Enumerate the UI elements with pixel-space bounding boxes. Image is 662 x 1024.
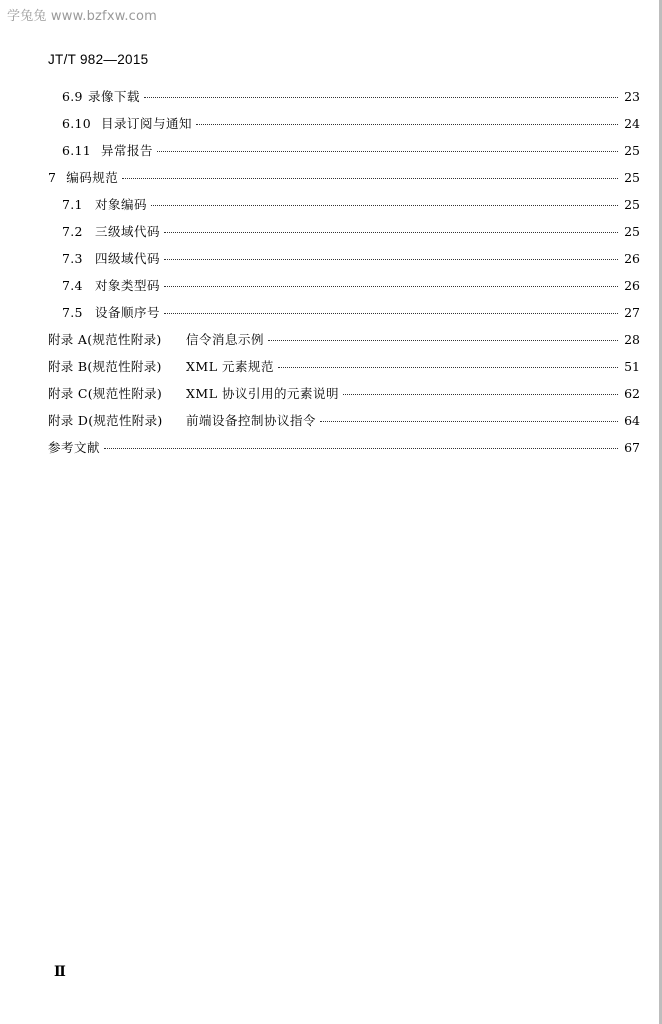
toc-entry-page: 26 [624, 251, 640, 266]
toc-entry-title: 四级域代码 [95, 251, 161, 266]
dot-leader [151, 205, 618, 206]
toc-entry-annex-c[interactable] [48, 385, 640, 412]
toc-entry-page: 25 [624, 197, 640, 212]
toc-entry-title: XML 协议引用的元素说明 [186, 386, 339, 401]
dot-leader [122, 178, 618, 179]
toc-entry-7-1[interactable] [48, 196, 640, 223]
toc-entry-number: 7.4 [62, 278, 83, 293]
toc-entry-title: 参考文献 [48, 440, 101, 455]
toc-entry-annex-a[interactable] [48, 331, 640, 358]
dot-leader [104, 448, 618, 449]
toc-entry-title: 对象编码 [95, 197, 148, 212]
toc-entry-title: 前端设备控制协议指令 [186, 413, 317, 428]
toc-entry-page: 25 [624, 170, 640, 185]
toc-entry-7-3[interactable] [48, 250, 640, 277]
annex-label: 附录 D(规范性附录) [48, 413, 163, 428]
toc-entry-page: 67 [624, 440, 640, 455]
toc-entry-7[interactable] [48, 169, 640, 196]
dot-leader [268, 340, 618, 341]
dot-leader [157, 151, 618, 152]
toc-entry-7-5[interactable] [48, 304, 640, 331]
toc-entry-title: 目录订阅与通知 [101, 116, 193, 131]
toc-entry-number: 6.11 [62, 143, 92, 158]
toc-entry-6-9[interactable] [48, 88, 640, 115]
toc-entry-title: 编码规范 [66, 170, 119, 185]
dot-leader [144, 97, 618, 98]
dot-leader [164, 232, 618, 233]
toc-entry-page: 28 [624, 332, 640, 347]
watermark: 学兔兔 www.bzfxw.com [7, 9, 158, 24]
dot-leader [196, 124, 618, 125]
toc-entry-page: 64 [624, 413, 640, 428]
toc-entry-title: 异常报告 [101, 143, 154, 158]
toc-entry-7-4[interactable] [48, 277, 640, 304]
toc-entry-number: 7.2 [62, 224, 83, 239]
toc-entry-page: 25 [624, 224, 640, 239]
toc-entry-number: 7.1 [62, 197, 83, 212]
toc-entry-number: 7.5 [62, 305, 83, 320]
toc-entry-title: XML 元素规范 [186, 359, 274, 374]
dot-leader [320, 421, 618, 422]
toc-entry-references[interactable] [48, 439, 640, 466]
annex-label: 附录 A(规范性附录) [48, 332, 162, 347]
dot-leader [164, 286, 618, 287]
toc-entry-6-10[interactable] [48, 115, 640, 142]
dot-leader [164, 259, 618, 260]
toc-entry-6-11[interactable] [48, 142, 640, 169]
toc-entry-number: 7.3 [62, 251, 83, 266]
dot-leader [343, 394, 618, 395]
dot-leader [164, 313, 618, 314]
table-of-contents [48, 88, 640, 466]
toc-entry-page: 25 [624, 143, 640, 158]
toc-entry-annex-b[interactable] [48, 358, 640, 385]
toc-entry-page: 27 [624, 305, 640, 320]
dot-leader [278, 367, 618, 368]
toc-entry-number: 6.9 [62, 89, 83, 104]
annex-label: 附录 C(规范性附录) [48, 386, 163, 401]
annex-label: 附录 B(规范性附录) [48, 359, 162, 374]
toc-entry-page: 51 [624, 359, 640, 374]
toc-entry-7-2[interactable] [48, 223, 640, 250]
toc-entry-page: 62 [624, 386, 640, 401]
toc-entry-number: 6.10 [62, 116, 92, 131]
toc-entry-title: 信令消息示例 [186, 332, 265, 347]
toc-entry-annex-d[interactable] [48, 412, 640, 439]
toc-entry-title: 三级域代码 [95, 224, 161, 239]
standard-id-header: JT/T 982—2015 [48, 52, 149, 67]
page-number: Ⅱ [54, 964, 65, 980]
toc-entry-page: 26 [624, 278, 640, 293]
toc-entry-title: 对象类型码 [95, 278, 161, 293]
toc-entry-page: 24 [624, 116, 640, 131]
toc-entry-title: 录像下载 [88, 89, 141, 104]
toc-entry-title: 设备顺序号 [95, 305, 161, 320]
toc-entry-page: 23 [624, 89, 640, 104]
toc-entry-number: 7 [48, 170, 57, 185]
